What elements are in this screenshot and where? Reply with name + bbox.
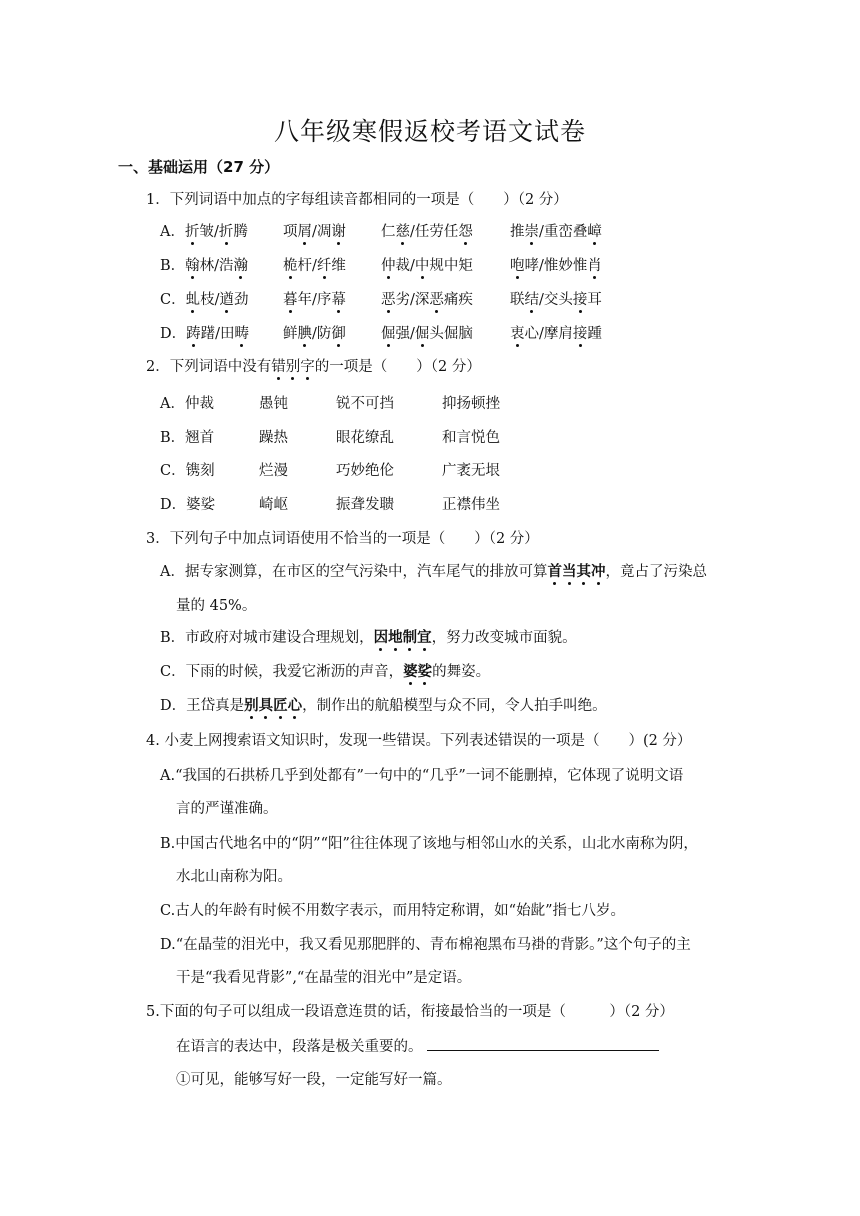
word-pair [381, 222, 473, 242]
dotted-char: 嶂 [587, 224, 602, 240]
question-4-option-b-cont: 水北山南称为阳。 [176, 869, 292, 885]
dotted-char: 崇 [524, 224, 539, 240]
word-text: 头倔脑 [429, 326, 473, 342]
dotted-char: 中 [414, 258, 430, 274]
word-text: 联 [510, 292, 525, 308]
question-3-option-b [160, 628, 577, 648]
dotted-char: 具 [258, 697, 274, 714]
word-text: 皱/ [199, 224, 219, 240]
dotted-char: 字 [300, 359, 315, 375]
word-text: 仁 [381, 224, 396, 240]
word-pair [283, 256, 346, 276]
option-label: A． [160, 224, 185, 240]
word-text: /任劳任 [410, 224, 459, 240]
word-text: 杆/ [297, 258, 317, 274]
word-text: 腾 [233, 224, 248, 240]
dotted-char: 咆 [510, 258, 525, 274]
highlighted-word [244, 697, 302, 714]
question-2-stem [146, 357, 481, 377]
dotted-char: 屑 [297, 224, 312, 240]
word-pair [283, 290, 346, 310]
word-text: 规中矩 [429, 258, 473, 274]
word-pair [283, 222, 346, 242]
word-pair [510, 324, 602, 344]
dotted-char: 宜 [417, 629, 432, 646]
dotted-char: 幕 [331, 292, 346, 308]
question-5-lead [176, 1036, 659, 1057]
question-4-option-c: C.古人的年龄有时候不用数字表示，而用特定称谓，如“始龀”指七八岁。 [160, 903, 626, 919]
word-text: 维 [331, 258, 346, 274]
word-pair [381, 256, 473, 276]
dotted-char: 踌 [186, 326, 201, 342]
question-4-option-a: A.“我国的石拱桥几乎到处都有”一句中的“几乎”一词不能删掉，它体现了说明文语 [160, 768, 684, 784]
word-text: 心/摩肩 [524, 326, 573, 342]
word-pair [510, 222, 602, 242]
question-3-option-a-cont: 量的 45%。 [176, 598, 257, 614]
word: 愚钝 [259, 396, 288, 412]
question-4-option-b: B.中国古代地名中的“阴”“阳”往往体现了该地与相邻山水的关系，山北水南称为阴， [160, 836, 698, 852]
word-text: 痛疾 [443, 292, 473, 308]
section-heading: 一、基础运用（27 分） [118, 158, 280, 176]
word-text: 推 [510, 224, 525, 240]
word-pair [510, 256, 602, 276]
word: 和言悦色 [442, 430, 500, 446]
option-text: ，竟占了污染总 [605, 564, 707, 580]
dotted-char: 仲 [381, 258, 396, 274]
option-text: ，努力改变城市面貌。 [431, 630, 577, 646]
stem-text: 2．下列词语中没有 [146, 359, 272, 375]
word-pair [510, 290, 602, 310]
word: 振聋发聩 [336, 497, 394, 513]
page-title: 八年级寒假返校考语文试卷 [273, 117, 586, 146]
highlighted-word [547, 563, 605, 580]
dotted-char: 娑 [417, 663, 433, 680]
dotted-char: 翰 [185, 258, 200, 274]
word-text: 踵 [587, 326, 602, 342]
question-5-stem: 5.下面的句子可以组成一段语意连贯的话，衔接最恰当的一项是（ ）（2 分） [146, 1004, 674, 1020]
dotted-char: 慈 [395, 224, 410, 240]
option-text: 的舞姿。 [432, 664, 491, 680]
word-text: 耳 [587, 292, 602, 308]
question-4-option-d-cont: 干是“我看见背影”,“在晶莹的泪光中”是定语。 [176, 970, 472, 986]
question-3-stem: 3．下列句子中加点词语使用不恰当的一项是（ ）（2 分） [146, 531, 539, 547]
dotted-text [271, 359, 315, 375]
dotted-char: 恶 [429, 292, 444, 308]
question-3-option-a [160, 562, 707, 582]
dotted-char: 接 [572, 326, 588, 342]
question-5-item-1: ①可见，能够写好一段，一定能写好一篇。 [176, 1072, 452, 1088]
stem-text: 的一项是（ ）（2 分） [314, 359, 481, 375]
option-row-b: B．翘首 [160, 430, 215, 446]
option-row-c [160, 290, 249, 310]
dotted-char: 畴 [234, 326, 250, 342]
option-row-a [160, 222, 248, 242]
question-4-option-d: D.“在晶莹的泪光中，我又看见那肥胖的、青布棉袍黑布马褂的背影。”这个句子的主 [160, 937, 691, 953]
dotted-char: 倔 [414, 326, 430, 342]
highlighted-word [374, 629, 432, 646]
dotted-char: 怨 [458, 224, 473, 240]
dotted-char: 肖 [587, 258, 602, 274]
option-label: B． [160, 258, 186, 274]
dotted-char: 心 [287, 697, 303, 714]
word-text: 鲜 [283, 326, 298, 342]
dotted-char: 倔 [381, 326, 396, 342]
option-row-d [160, 324, 249, 344]
option-label: C． [160, 292, 186, 308]
word: 正襟伟坐 [442, 497, 500, 513]
word-text: /凋 [312, 224, 332, 240]
question-3-option-c [160, 662, 490, 682]
word: 锐不可挡 [336, 396, 394, 412]
dotted-char: 其 [576, 563, 591, 580]
word: 崎岖 [259, 497, 288, 513]
word-pair [283, 324, 346, 344]
highlighted-word [403, 663, 432, 680]
dotted-char: 恶 [381, 292, 396, 308]
dotted-char: 遒 [219, 292, 234, 308]
word-text: 林/浩 [199, 258, 234, 274]
question-4-option-a-cont: 言的严谨准确。 [176, 801, 278, 817]
dotted-char: 匠 [273, 697, 288, 714]
option-text: C．下雨的时候，我爱它淅沥的声音， [160, 664, 404, 680]
answer-blank[interactable] [427, 1036, 659, 1051]
word-text: 项 [283, 224, 298, 240]
option-row-d: D．婆娑 [160, 497, 216, 513]
word-pair [381, 290, 473, 310]
word-text: 劣/深 [395, 292, 430, 308]
question-4-stem: 4. 小麦上网搜索语文知识时，发现一些错误。下列表述错误的一项是（ ）(2 分） [146, 733, 692, 749]
dotted-char: 谢 [331, 224, 346, 240]
word: 巧妙绝伦 [336, 463, 394, 479]
option-label: D． [160, 326, 187, 342]
option-text: D．王岱真是 [160, 698, 245, 714]
word-text: 劲 [234, 292, 249, 308]
word-text: 枝/ [200, 292, 220, 308]
option-text: ，制作出的航船模型与众不同，令人拍手叫绝。 [302, 698, 607, 714]
word-text: /重峦叠 [539, 224, 588, 240]
word-text: 裁/ [395, 258, 415, 274]
dotted-char: 结 [524, 292, 539, 308]
dotted-char: 首 [547, 563, 562, 580]
word-text: /交头 [539, 292, 573, 308]
word: 广袤无垠 [442, 463, 500, 479]
dotted-char: 折 [184, 224, 200, 240]
dotted-char: 婆 [403, 663, 418, 680]
option-row-c: C．镌刻 [160, 463, 215, 479]
dotted-char: 折 [218, 224, 234, 240]
option-text: A．据专家测算，在市区的空气污染中，汽车尾气的排放可算 [160, 564, 548, 580]
dotted-char: 接 [572, 292, 588, 308]
dotted-char: 瀚 [233, 258, 249, 274]
question-3-option-d [160, 696, 607, 716]
word: 抑扬顿挫 [442, 396, 500, 412]
dotted-char: 桅 [283, 258, 298, 274]
option-row-b [160, 256, 248, 276]
dotted-char: 制 [402, 629, 418, 646]
dotted-char: 当 [561, 563, 577, 580]
dotted-char: 因 [373, 629, 389, 646]
question-1-stem: 1．下列词语中加点的字每组读音都相同的一项是（ ）（2 分） [146, 192, 568, 208]
dotted-char: 地 [388, 629, 403, 646]
option-text: B．市政府对城市建设合理规划， [160, 630, 374, 646]
dotted-char: 衷 [510, 326, 525, 342]
word-pair [381, 324, 473, 344]
word-text: 哮/惟妙惟 [524, 258, 588, 274]
word-text: /防 [312, 326, 332, 342]
option-row-a: A．仲裁 [160, 396, 214, 412]
word-text: 年/序 [297, 292, 332, 308]
dotted-char: 暮 [283, 292, 298, 308]
dotted-char: 虬 [185, 292, 201, 308]
dotted-char: 别 [285, 359, 301, 375]
dotted-char: 冲 [590, 563, 606, 580]
word: 烂漫 [259, 463, 288, 479]
dotted-char: 别 [244, 697, 259, 714]
dotted-char: 御 [331, 326, 346, 342]
lead-text: 在语言的表达中，段落是极关重要的。 [176, 1039, 423, 1055]
word: 眼花缭乱 [336, 430, 394, 446]
word: 躁热 [259, 430, 288, 446]
word-text: 躇/田 [200, 326, 235, 342]
word-text: 强/ [395, 326, 415, 342]
dotted-char: 错 [271, 359, 286, 375]
dotted-char: 腆 [297, 326, 312, 342]
dotted-char: 纤 [316, 258, 332, 274]
